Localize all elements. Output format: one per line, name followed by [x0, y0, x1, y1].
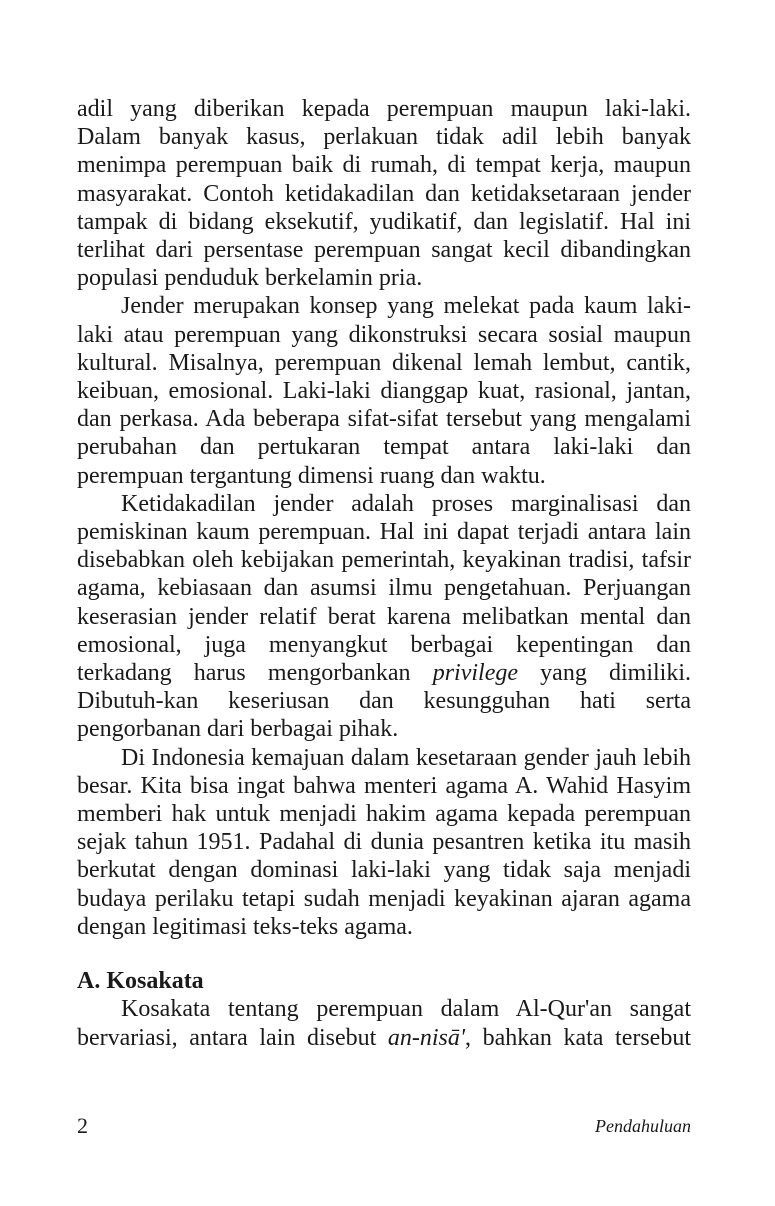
- section-paragraph: Kosakata tentang perempuan dalam Al-Qur'an sangat bervariasi, antara lain disebut an-nisā', bahkan kata tersebut: [77, 996, 691, 1051]
- italic-term-privilege: privilege: [432, 660, 519, 687]
- paragraph-2: Jender merupakan konsep yang melekat pada kaum laki-laki atau perempuan yang dikonstruksi secara sosial maupun kultural. Misalnya, perempuan dikenal lemah lembut, cantik, keibuan, emosional. Laki-laki dianggap kuat, rasional, jantan, dan perkasa. Ada beberapa sifat-sifat tersebut yang mengalami perubahan dan pertukaran tempat antara laki-laki dan perempuan tergantung dimensi ruang dan waktu.: [77, 293, 691, 489]
- paragraph-1: adil yang diberikan kepada perempuan maupun laki-laki. Dalam banyak kasus, perlakuan tidak adil lebih banyak menimpa perempuan baik di rumah, di tempat kerja, maupun masyarakat. Contoh ketidakadilan dan ketidaksetaraan jender tampak di bidang eksekutif, yudikatif, dan legislatif. Hal ini terlihat dari persentase perempuan sangat kecil dibandingkan populasi penduduk berkelamin pria.: [77, 96, 691, 292]
- page-number: 2: [77, 1113, 88, 1138]
- body-text: [77, 95, 691, 1052]
- italic-term-an-nisa: an-nisā': [387, 1024, 466, 1051]
- running-footer-title: Pendahuluan: [595, 1116, 691, 1136]
- section-heading: A. Kosakata: [77, 968, 204, 995]
- paragraph-4: Di Indonesia kemajuan dalam kesetaraan gender jauh lebih besar. Kita bisa ingat bahwa menteri agama A. Wahid Hasyim memberi hak untuk menjadi hakim agama kepada perempuan sejak tahun 1951. Padahal di dunia pesantren ketika itu masih berkutat dengan dominasi laki-laki yang tidak saja menjadi budaya perilaku tetapi sudah menjadi keyakinan ajaran agama dengan legitimasi teks-teks agama.: [77, 744, 691, 940]
- paragraph-3: Ketidakadilan jender adalah proses marginalisasi dan pemiskinan kaum perempuan. Hal ini dapat terjadi antara lain disebabkan oleh kebijakan pemerintah, keyakinan tradisi, tafsir agama, kebiasaan dan asumsi ilmu pengetahuan. Perjuangan keserasian jender relatif berat karena melibatkan mental dan emosional, juga menyangkut berbagai kepentingan dan terkadang harus mengorbankan privilege yang dimiliki. Dibutuh-kan keseriusan dan kesungguhan hati serta pengorbanan dari berbagai pihak.: [77, 490, 691, 743]
